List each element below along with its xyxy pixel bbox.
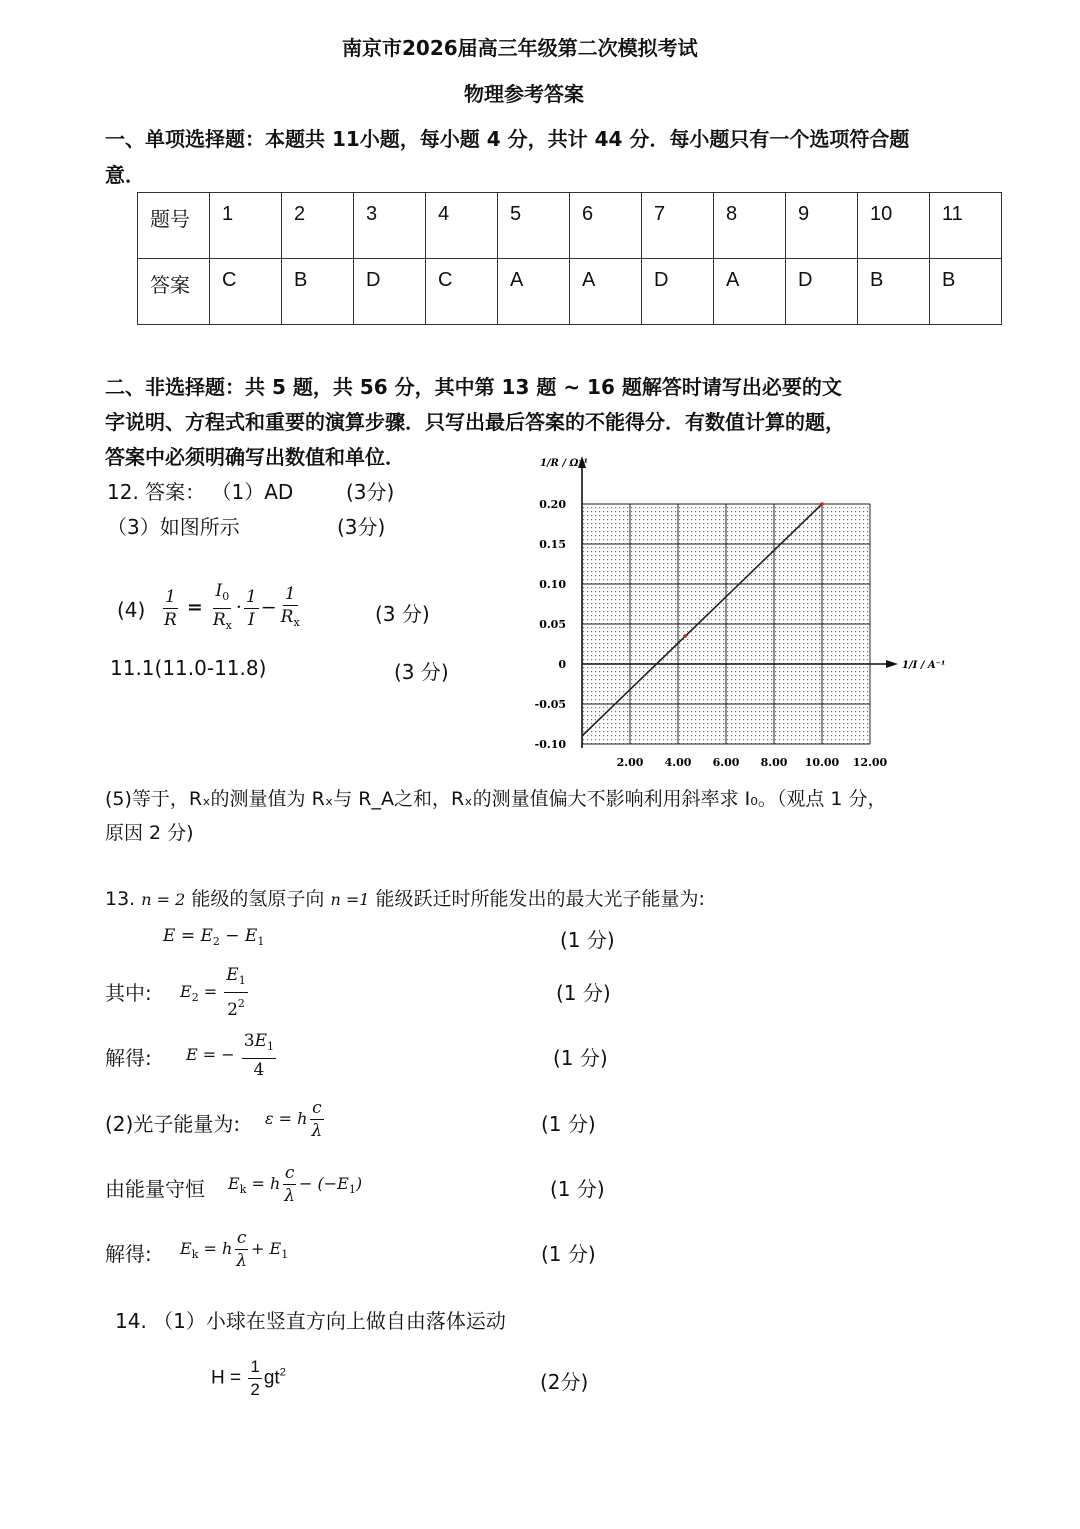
table-cell-number: 11 bbox=[930, 193, 1002, 259]
q13-eq4-score: (1 分) bbox=[541, 1112, 596, 1136]
q13-n1: n =1 bbox=[330, 890, 370, 909]
q13-eq1-score: (1 分) bbox=[560, 928, 615, 952]
section2-line2: 字说明、方程式和重要的演算步骤．只写出最后答案的不能得分．有数值计算的题， bbox=[105, 410, 845, 434]
q13-number: 13. bbox=[105, 888, 136, 910]
q12-part1: 12. 答案： （1）AD bbox=[107, 480, 294, 504]
q12-part4-score: (3 分) bbox=[375, 602, 430, 626]
q14-part1: 14. （1）小球在竖直方向上做自由落体运动 bbox=[115, 1309, 506, 1333]
q13-eq3: E = − $\frac{3E_1}{4}$ bbox=[186, 1031, 274, 1080]
y-tick-label: -0.10 bbox=[534, 738, 566, 751]
data-point bbox=[683, 634, 687, 638]
table-header-cell: 题号 bbox=[138, 193, 210, 259]
q13-eq2: $E_2$ = $\frac{E_1}{2^2}$ bbox=[180, 965, 246, 1020]
table-cell-answer: B bbox=[282, 259, 354, 325]
table-cell-answer: D bbox=[786, 259, 858, 325]
y-tick-label: 0.10 bbox=[539, 578, 566, 591]
q12-part4-value: 11.1(11.0-11.8) bbox=[110, 656, 267, 680]
table-cell-answer: B bbox=[930, 259, 1002, 325]
q13-intro bbox=[105, 884, 705, 911]
table-cell-answer: B bbox=[858, 259, 930, 325]
table-header-cell: 答案 bbox=[138, 259, 210, 325]
y-tick-label: 0.15 bbox=[539, 538, 566, 551]
x-tick-label: 6.00 bbox=[712, 756, 740, 769]
x-axis-arrow bbox=[886, 660, 898, 668]
section1-heading: 一、单项选择题：本题共 11小题，每小题 4 分，共计 44 分．每小题只有一个选项符合题 bbox=[105, 127, 910, 151]
page-subtitle: 物理参考答案 bbox=[464, 82, 584, 106]
q13-n2: n = 2 bbox=[141, 890, 186, 909]
q14-eq1: H = $\frac{1}{2}$ $gt^2$ bbox=[211, 1357, 286, 1399]
table-cell-number: 9 bbox=[786, 193, 858, 259]
table-cell-number: 10 bbox=[858, 193, 930, 259]
q13-jiede2: 解得: bbox=[105, 1242, 152, 1266]
q13-eq2-score: (1 分) bbox=[556, 981, 611, 1005]
table-cell-number: 3 bbox=[354, 193, 426, 259]
table-cell-answer: D bbox=[354, 259, 426, 325]
q13-eq6: $E_k = h$ $\frac{c}{\lambda}$ + $E_1$ bbox=[180, 1228, 289, 1271]
table-cell-answer: C bbox=[426, 259, 498, 325]
q12-part4-formula: $\frac{1}{R}$ = $\frac{I_0}{R_x}$ · $\frac{1}{I}$ − $\frac{1}{R_x}$ bbox=[164, 581, 300, 632]
table-cell-answer: D bbox=[642, 259, 714, 325]
q12-part3: （3）如图所示 bbox=[107, 515, 240, 539]
table-cell-answer: A bbox=[714, 259, 786, 325]
q12-part4-label: (4) bbox=[117, 598, 146, 622]
y-tick-label: 0.05 bbox=[539, 618, 566, 631]
q13-eq4: ε = h $\frac{c}{\lambda}$ bbox=[265, 1098, 323, 1141]
x-tick-label: 4.00 bbox=[664, 756, 692, 769]
q13-qizhong: 其中: bbox=[105, 981, 152, 1005]
q13-energy: 由能量守恒 bbox=[105, 1177, 205, 1201]
table-cell-number: 6 bbox=[570, 193, 642, 259]
section2-line3: 答案中必须明确写出数值和单位． bbox=[105, 445, 405, 469]
table-cell-number: 4 bbox=[426, 193, 498, 259]
y-axis-label: 1/R / Ω⁻¹ bbox=[539, 458, 589, 469]
y-tick-label: -0.05 bbox=[534, 698, 566, 711]
table-cell-number: 1 bbox=[210, 193, 282, 259]
table-row-answers bbox=[138, 259, 1002, 325]
table-cell-number: 5 bbox=[498, 193, 570, 259]
q13-eq5-score: (1 分) bbox=[550, 1177, 605, 1201]
page-title: 南京市2026届高三年级第二次模拟考试 bbox=[342, 36, 698, 60]
q12-part5-cont: 原因 2 分) bbox=[105, 822, 194, 844]
q12-part5: (5)等于，Rₓ的测量值为 Rₓ与 R_A之和，Rₓ的测量值偏大不影响利用斜率求 I₀。（观点 1 分， bbox=[105, 788, 887, 810]
table-cell-answer: C bbox=[210, 259, 282, 325]
table-cell-number: 2 bbox=[282, 193, 354, 259]
q13-part2: (2)光子能量为: bbox=[105, 1112, 241, 1136]
y-tick-label: 0.20 bbox=[539, 498, 566, 511]
x-axis-label: 1/I / A⁻¹ bbox=[902, 660, 946, 671]
q14-eq1-score: (2分) bbox=[540, 1370, 589, 1394]
q12-part1-score: (3分) bbox=[346, 480, 395, 504]
section1-heading-cont: 意． bbox=[105, 163, 145, 187]
q13-eq1: $E = E_2 - E_1$ bbox=[163, 926, 265, 948]
table-cell-answer: A bbox=[498, 259, 570, 325]
q13-jiede1: 解得: bbox=[105, 1046, 152, 1070]
q13-text: 能级的氢原子向 bbox=[191, 888, 325, 910]
q13-eq3-score: (1 分) bbox=[553, 1046, 608, 1070]
data-point bbox=[820, 502, 824, 506]
table-row-numbers bbox=[138, 193, 1002, 259]
q13-text2: 能级跃迁时所能发出的最大光子能量为: bbox=[375, 888, 705, 910]
q13-eq5: $E_k = h$ $\frac{c}{\lambda}$ − $(-E_1)$ bbox=[228, 1163, 363, 1206]
answer-table bbox=[137, 192, 1002, 325]
q12-graph bbox=[530, 450, 946, 770]
q12-part4-value-score: (3 分) bbox=[394, 660, 449, 684]
q12-part3-score: (3分) bbox=[337, 515, 386, 539]
table-cell-answer: A bbox=[570, 259, 642, 325]
y-tick-label: 0 bbox=[558, 658, 566, 671]
x-tick-label: 2.00 bbox=[616, 756, 644, 769]
table-cell-number: 7 bbox=[642, 193, 714, 259]
x-tick-label: 10.00 bbox=[804, 756, 840, 769]
x-tick-label: 12.00 bbox=[852, 756, 888, 769]
table-cell-number: 8 bbox=[714, 193, 786, 259]
section2-heading: 二、非选择题：共 5 题，共 56 分，其中第 13 题 ~ 16 题解答时请写出必要的文 bbox=[105, 375, 842, 399]
x-tick-label: 8.00 bbox=[760, 756, 788, 769]
q13-eq6-score: (1 分) bbox=[541, 1242, 596, 1266]
